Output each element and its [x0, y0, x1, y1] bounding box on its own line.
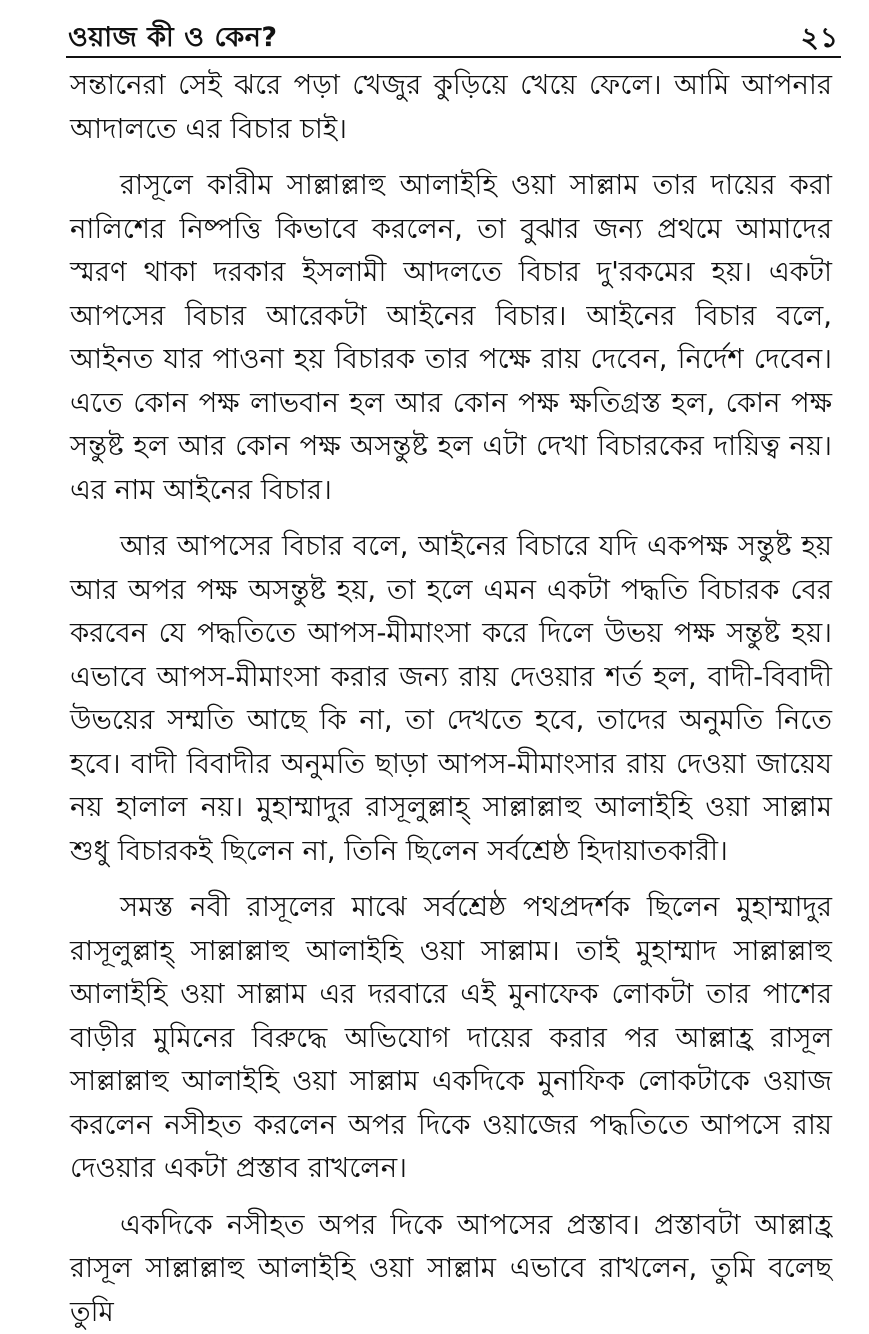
paragraph-5: একদিকে নসীহত অপর দিকে আপসের প্রস্তাব। প্রস্তাবটা আল্লাহ্র রাসূল সাল্লাল্লাহু আলাইহি ওয়া সাল্লাম এভাবে রাখলেন, তুমি বলেছ তুমি — [70, 1204, 832, 1334]
paragraph-3: আর আপসের বিচার বলে, আইনের বিচারে যদি একপক্ষ সন্তুষ্ট হয় আর অপর পক্ষ অসন্তুষ্ট হয়, তা হলে এমন একটা পদ্ধতি বিচারক বের করবেন যে পদ্ধতিতে আপস-মীমাংসা করে দিলে উভয় পক্ষ সন্তুষ্ট হয়। এভাবে আপস-মীমাংসা করার জন্য রায় দেওয়ার শর্ত হল, বাদী-বিবাদী উভয়ের সম্মতি আছে কি না, তা দেখতে হবে, তাদের অনুমতি নিতে হবে। বাদী বিবাদীর অনুমতি ছাড়া আপস-মীমাংসার রায় দেওয়া জায়েয নয় হালাল নয়। মুহাম্মাদুর রাসূলুল্লাহ্ সাল্লাল্লাহু আলাইহি ওয়া সাল্লাম শুধু বিচারকই ছিলেন না, তিনি ছিলেন সর্বশ্রেষ্ঠ হিদায়াতকারী। — [70, 525, 832, 873]
paragraph-2: রাসূলে কারীম সাল্লাল্লাহু আলাইহি ওয়া সাল্লাম তার দায়ের করা নালিশের নিষ্পত্তি কিভাবে করলেন, তা বুঝার জন্য প্রথমে আমাদের স্মরণ থাকা দরকার ইসলামী আদলতে বিচার দু'রকমের হয়। একটা আপসের বিচার আরেকটা আইনের বিচার। আইনের বিচার বলে, আইনত যার পাওনা হয় বিচারক তার পক্ষে রায় দেবেন, নির্দেশ দেবেন। এতে কোন পক্ষ লাভবান হল আর কোন পক্ষ ক্ষতিগ্রস্ত হল, কোন পক্ষ সন্তুষ্ট হল আর কোন পক্ষ অসন্তুষ্ট হল এটা দেখা বিচারকের দায়িত্ব নয়। এর নাম আইনের বিচার। — [70, 164, 832, 512]
page-number: ২১ — [801, 20, 839, 56]
paragraph-4: সমস্ত নবী রাসূলের মাঝে সর্বশ্রেষ্ঠ পথপ্রদর্শক ছিলেন মুহাম্মাদুর রাসূলুল্লাহ্ সাল্লাল্লাহু আলাইহি ওয়া সাল্লাম। তাই মুহাম্মাদ সাল্লাল্লাহু আলাইহি ওয়া সাল্লাম এর দরবারে এই মুনাফেক লোকটা তার পাশের বাড়ীর মুমিনের বিরুদ্ধে অভিযোগ দায়ের করার পর আল্লাহ্র রাসূল সাল্লাল্লাহু আলাইহি ওয়া সাল্লাম একদিকে মুনাফিক লোকটাকে ওয়াজ করলেন নসীহত করলেন অপর দিকে ওয়াজের পদ্ধতিতে আপসে রায় দেওয়ার একটা প্রস্তাব রাখলেন। — [70, 886, 832, 1191]
body-text — [70, 64, 832, 1334]
chapter-title: ওয়াজ কী ও কেন? — [68, 20, 278, 56]
header-rule — [66, 56, 841, 58]
paragraph-1: সন্তানেরা সেই ঝরে পড়া খেজুর কুড়িয়ে খেয়ে ফেলে। আমি আপনার আদালতে এর বিচার চাই। — [70, 64, 832, 151]
running-header — [68, 14, 839, 56]
